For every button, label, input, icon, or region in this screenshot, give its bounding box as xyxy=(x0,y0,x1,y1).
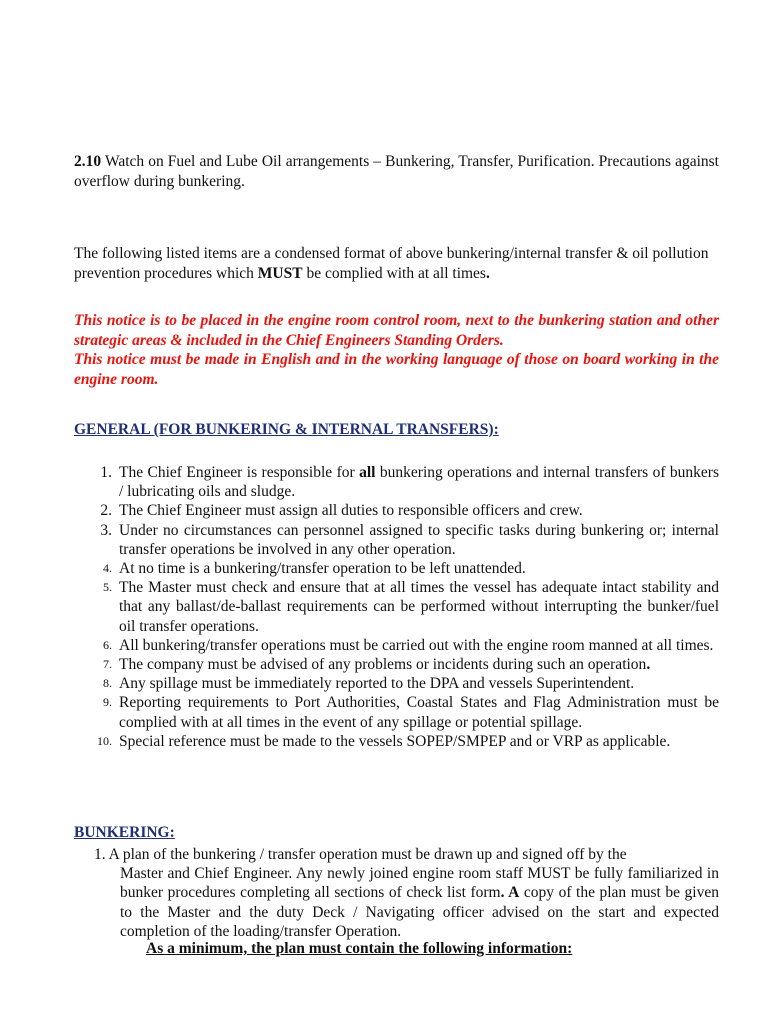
list-item xyxy=(74,521,719,559)
section-title xyxy=(74,152,719,191)
notice-line-1: This notice is to be placed in the engine room control room, next to the bunkering station and other strategic areas & included in the Chief Engineers Standing Orders. xyxy=(74,312,719,349)
item-number: 2. xyxy=(100,502,112,520)
item-number: 6. xyxy=(103,637,112,652)
minimum-requirements-line: As a minimum, the plan must contain the following information: xyxy=(146,940,573,957)
list-item xyxy=(74,578,719,636)
section-title-text: Watch on Fuel and Lube Oil arrangements – Bunkering, Transfer, Purification. Precautions against overflow during bunkering. xyxy=(74,153,719,190)
item-text: The Chief Engineer is responsible for xyxy=(119,464,360,481)
item-bold: all xyxy=(359,464,376,481)
list-item xyxy=(74,732,719,751)
item-text: All bunkering/transfer operations must be carried out with the engine room manned at all times. xyxy=(119,636,714,654)
item-text: Reporting requirements to Port Authorities, Coastal States and Flag Administration must be complied with at all times in the event of any spillage or potential spillage. xyxy=(119,694,719,731)
intro-after: be complied with at all times xyxy=(302,264,486,282)
item-text: Any spillage must be immediately reported to the DPA and vessels Superintendent. xyxy=(119,675,635,693)
item-text: The Chief Engineer must assign all duties to responsible officers and crew. xyxy=(119,502,583,520)
general-list xyxy=(74,463,719,751)
list-item xyxy=(74,559,719,578)
list-item xyxy=(74,636,719,655)
item-number: 9. xyxy=(103,695,112,710)
item-text: Special reference must be made to the vessels SOPEP/SMPEP and or VRP as applicable. xyxy=(119,732,671,750)
item-number: 5. xyxy=(103,580,112,595)
item-text-end: bunkering operations and internal transfers of bunkers / lubricating oils and sludge. xyxy=(119,464,719,501)
item-number: 4. xyxy=(103,561,112,576)
intro-before: The following listed items are a condensed format of above bunkering/internal transfer & oil pollution prevention procedures which xyxy=(74,245,709,282)
general-heading: GENERAL (FOR BUNKERING & INTERNAL TRANSFERS): xyxy=(74,421,499,438)
section-number: 2.10 xyxy=(74,153,102,170)
item-tail: . xyxy=(646,656,651,674)
list-item xyxy=(74,463,719,501)
bunkering-item-bold: . A xyxy=(500,884,520,902)
intro-paragraph xyxy=(74,244,719,283)
red-notice xyxy=(74,311,719,389)
item-text: At no time is a bunkering/transfer operation to be left unattended. xyxy=(119,560,526,578)
item-number: 7. xyxy=(103,657,112,672)
item-number: 3. xyxy=(100,521,112,539)
intro-end: . xyxy=(485,264,490,282)
bunkering-item-body-text: Master and Chief Engineer. Any newly joined engine room staff MUST be fully familiarized in bunker procedures completing all sections of check list form xyxy=(120,865,719,902)
item-text: The company must be advised of any problems or incidents during such an operation xyxy=(119,656,647,674)
bunkering-item-first-line: 1. A plan of the bunkering / transfer operation must be drawn up and signed off by the xyxy=(94,846,627,863)
list-item xyxy=(74,693,719,731)
notice-line-2: This notice must be made in English and in the working language of those on board working in the engine room. xyxy=(74,351,719,388)
list-item xyxy=(74,674,719,693)
item-number: 10. xyxy=(97,733,112,748)
bunkering-item-rest: copy of the plan must be given to the Master and the duty Deck / Navigating officer advised on the start and expected completion of the loading/transfer Operation. xyxy=(120,884,719,940)
item-text: Under no circumstances can personnel assigned to specific tasks during bunkering or; internal transfer operations be involved in any other operation. xyxy=(119,521,719,558)
item-text: The Master must check and ensure that at all times the vessel has adequate intact stability and that any ballast/de-ballast requirements can be performed without interrupting the bunker/fuel oil transfer operations. xyxy=(119,579,719,635)
item-number: 1. xyxy=(100,464,112,481)
intro-emphasis: MUST xyxy=(257,264,303,282)
bunkering-item-body xyxy=(94,864,719,941)
bunkering-heading: BUNKERING: xyxy=(74,824,175,841)
item-number: 8. xyxy=(103,676,112,691)
bunkering-item-1 xyxy=(94,845,719,941)
list-item xyxy=(74,655,719,674)
list-item xyxy=(74,501,719,520)
